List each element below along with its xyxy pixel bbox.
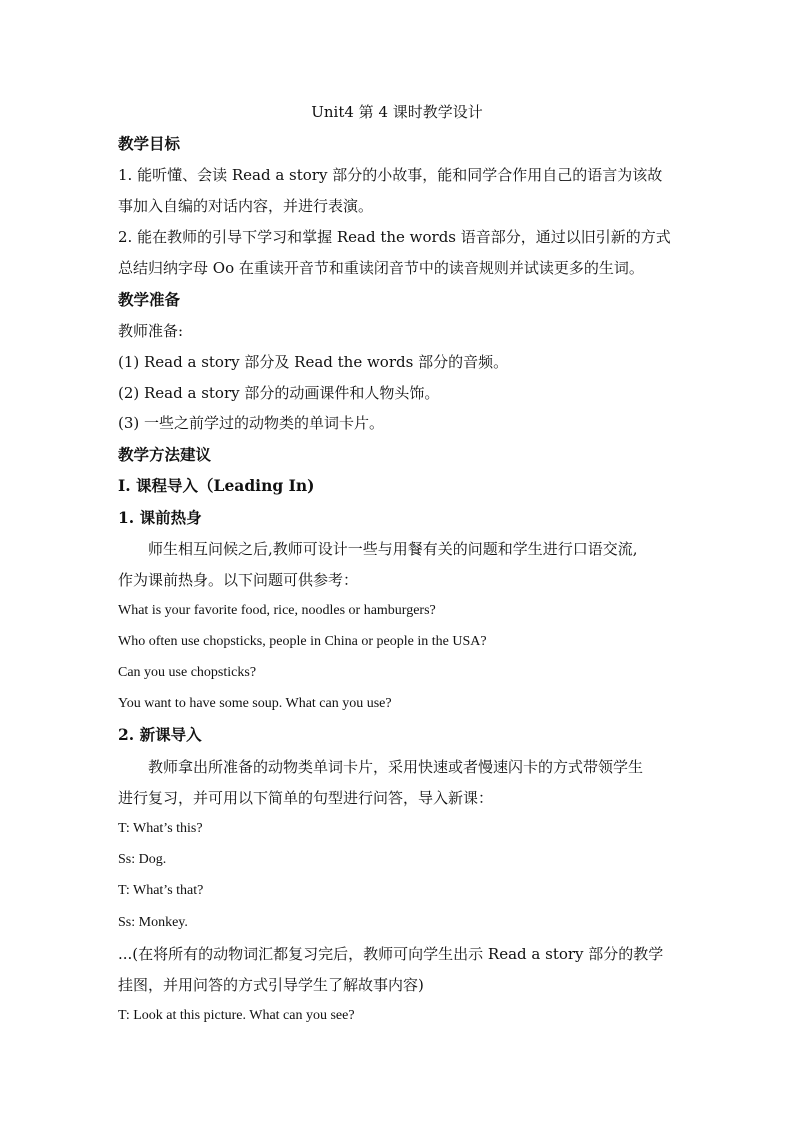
section-heading-methods: 教学方法建议 (118, 445, 212, 464)
dialogue-line-2: Ss: Dog. (118, 852, 167, 867)
document-title: Unit4 第 4 课时教学设计 (311, 103, 483, 121)
subsection-new-lesson-heading: 2. 新课导入 (118, 725, 202, 744)
preparation-item-1: (1) Read a story 部分及 Read the words 部分的音频。 (118, 353, 509, 371)
question-1: What is your favorite food, rice, noodles or hamburgers? (118, 603, 436, 618)
preparation-label: 教师准备: (118, 322, 184, 340)
dialogue-line-1: T: What’s this? (118, 821, 203, 836)
preparation-item-2: (2) Read a story 部分的动画课件和人物头饰。 (118, 384, 440, 402)
question-3: Can you use chopsticks? (118, 665, 257, 680)
objective-2-line-2: 总结归纳字母 Oo 在重读开音节和重读闭音节中的读音规则并试读更多的生词。 (118, 259, 644, 277)
preparation-item-3: (3) 一些之前学过的动物类的单词卡片。 (118, 414, 385, 432)
new-lesson-paragraph-line-1: 教师拿出所准备的动物类单词卡片，采用快速或者慢速闪卡的方式带领学生 (148, 758, 644, 776)
new-lesson-paragraph-line-2: 进行复习，并可用以下简单的句型进行问答，导入新课： (118, 789, 494, 807)
note-line-1: ...(在将所有的动物词汇都复习完后，教师可向学生出示 Read a story 部分的教学 (118, 945, 664, 963)
dialogue-line-3: T: What’s that? (118, 883, 204, 898)
warmup-paragraph-line-1: 师生相互问候之后,教师可设计一些与用餐有关的问题和学生进行口语交流, (148, 540, 638, 558)
note-line-2: 挂图，并用问答的方式引导学生了解故事内容) (118, 976, 424, 994)
dialogue-line-4: Ss: Monkey. (118, 915, 188, 930)
objective-2-line-1: 2. 能在教师的引导下学习和掌握 Read the words 语音部分，通过以旧引新的方式 (118, 228, 671, 246)
subsection-warmup-heading: 1. 课前热身 (118, 508, 202, 527)
warmup-paragraph-line-2: 作为课前热身。以下问题可供参考： (118, 571, 359, 589)
objective-1-line-2: 事加入自编的对话内容，并进行表演。 (118, 197, 374, 215)
question-2: Who often use chopsticks, people in China or people in the USA? (118, 634, 487, 649)
dialogue-line-5: T: Look at this picture. What can you see? (118, 1008, 355, 1023)
section-heading-objectives: 教学目标 (118, 134, 181, 153)
part-1-heading: I. 课程导入（Leading In) (118, 476, 315, 495)
objective-1-line-1: 1. 能听懂、会读 Read a story 部分的小故事，能和同学合作用自己的语言为该故 (118, 166, 663, 184)
question-4: You want to have some soup. What can you use? (118, 696, 392, 711)
section-heading-preparation: 教学准备 (118, 290, 181, 309)
